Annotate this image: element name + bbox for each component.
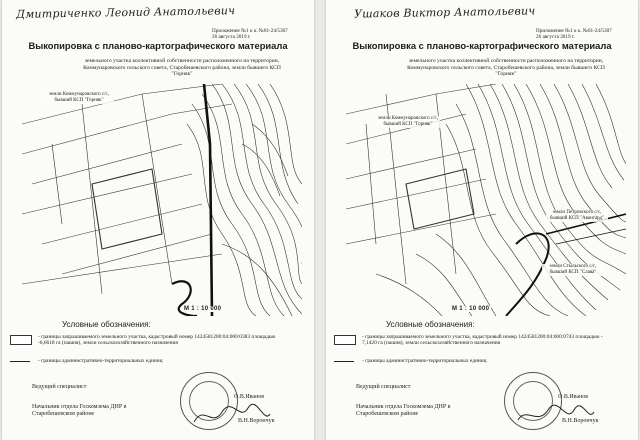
head-name: В.Н.Ворончук [562,418,599,424]
handwritten-name: Ушаков Виктор Анатольевич [353,4,536,21]
legend-item-plot-text: - границы запрашиваемого земельного участка, кадастровый номер 1424581200:04:000:0743 площадью - 7,1420 га (пашня), земли сельскохозяйственного назначения [362,334,603,347]
legend-title: Условные обозначения: [386,320,475,329]
legend-item-admin-text: - границы административно-территориальных единиц [362,358,487,364]
legend-item-admin [38,358,288,364]
map-drawing [22,84,302,316]
document-title: Выкопировка с планово-картографического материала [352,40,612,51]
legend-item-admin-text: - границы административно-территориальных единиц [38,358,163,364]
admin-boundary-swatch [10,361,30,362]
legend-item-plot [38,334,288,347]
map-label-lands: земли Коммунаровского с/с, бывший КСП "Горняк" [376,116,440,128]
specialist-name: О.В.Иванов [558,394,589,400]
cadastral-map [346,84,626,316]
map-label-stylsky: земли Стыльского с/с, бывший КСП "Слава" [542,264,604,276]
specialist-name: О.В.Иванов [234,394,265,400]
map-scale: М 1 : 10 000 [184,306,222,312]
document-sheet-right [326,0,638,440]
admin-boundary-swatch [334,361,354,362]
specialist-label: Ведущий специалист [32,384,87,390]
map-label-petrovsky: земли Петровского с/с, бывший КСП "Авангард" [546,210,608,222]
appendix-reference: Приложение №1 к к. №01-24/5307 26 августа 2019 г. [212,28,288,40]
legend-item-admin [362,358,612,364]
legend-item-plot [362,334,612,347]
head-name: В.Н.Ворончук [238,418,275,424]
document-sheet-left [2,0,314,440]
handwritten-name: Дмитриченко Леонид Анатольевич [15,4,236,21]
map-label-lands: земли Коммунаровского с/с, бывший КСП "Горняк" [44,92,114,104]
map-scale: М 1 : 10 000 [452,306,490,312]
head-label: Начальник отдела Госкомзема ДНР в Старобешевском районе [32,404,127,417]
plot-boundary-swatch [10,335,32,345]
signature [516,400,599,430]
head-label: Начальник отдела Госкомзема ДНР в Старобешевском районе [356,404,451,417]
appendix-reference: Приложение №1 к к. №01-24/5307 26 августа 2019 г. [536,28,612,40]
document-title: Выкопировка с планово-картографического материала [28,40,288,51]
legend-title: Условные обозначения: [62,320,151,329]
signature [192,400,275,430]
document-subtitle: земельного участка коллективной собственности расположенного на территории, Коммунаровского сельского совета, Старобешевского района, земли бывшего КСП "Горняк" [407,58,605,78]
plot-boundary-swatch [334,335,356,345]
legend-item-plot-text: - границы запрашиваемого земельного участка, кадастровый номер 1424581200:04:000:0383 площадью -6,6618 га (пашня), земли сельскохозяйственного назначения [38,334,276,347]
document-subtitle: земельного участка коллективной собственности расположенного на территории, Коммунаровского сельского совета, Старобешевского района, земли бывшего КСП "Горняк" [83,58,281,78]
cadastral-map [22,84,302,316]
specialist-label: Ведущий специалист [356,384,411,390]
